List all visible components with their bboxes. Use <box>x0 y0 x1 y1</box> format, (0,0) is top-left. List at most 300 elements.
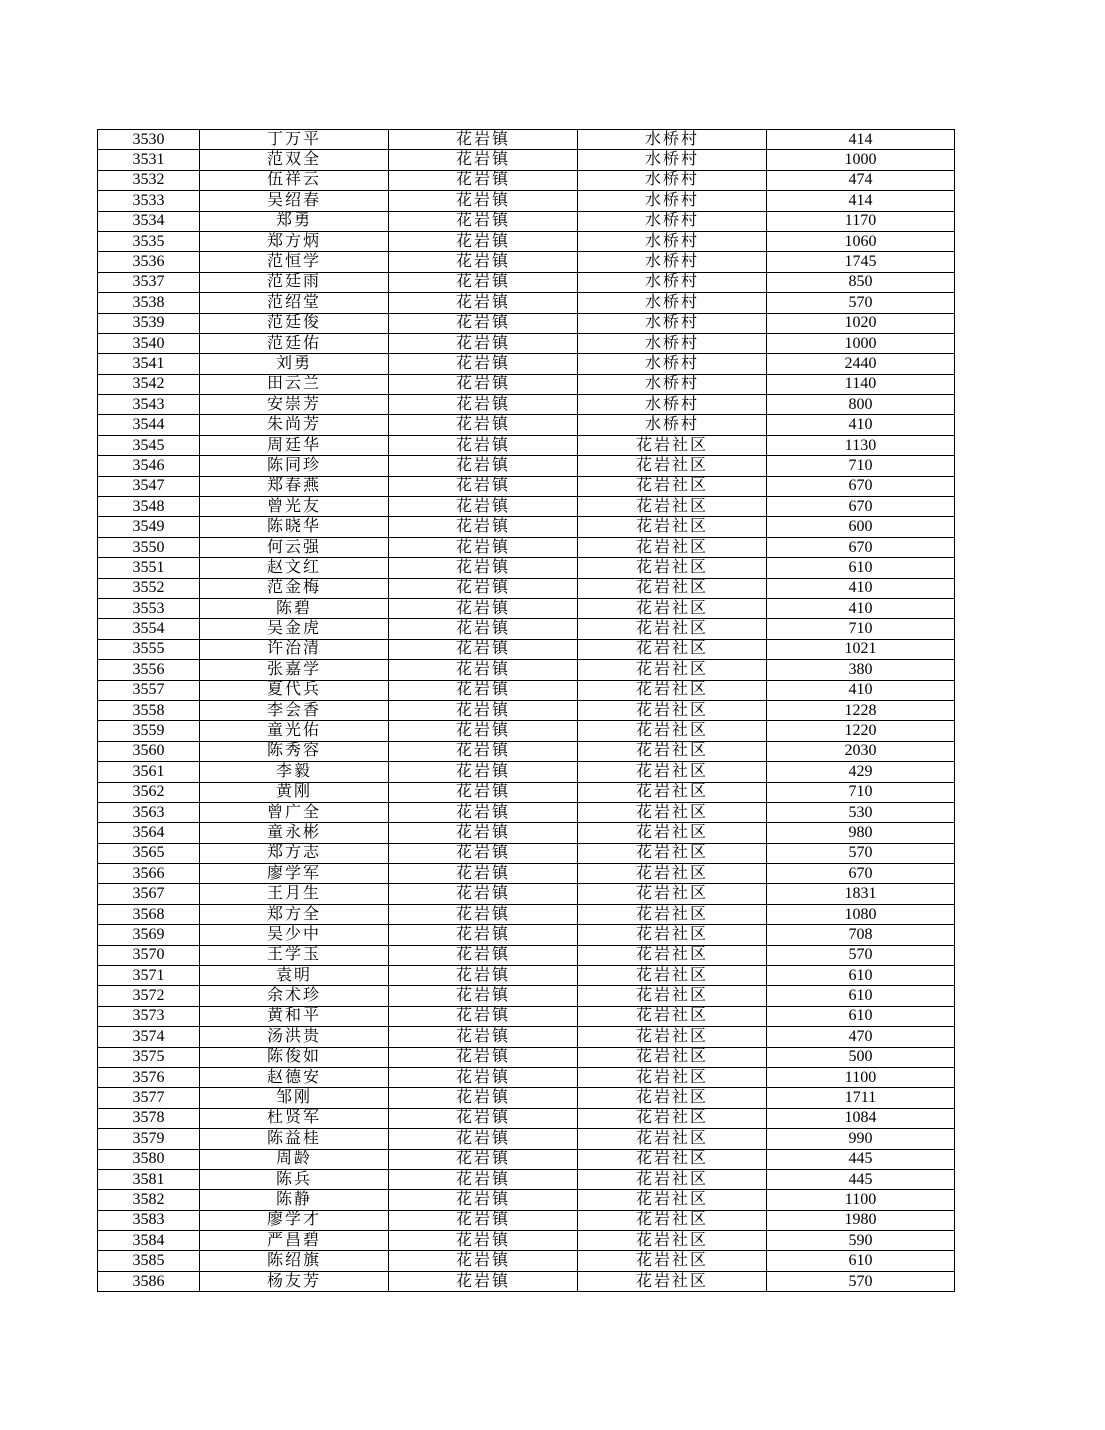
table-row <box>98 945 955 965</box>
cell-person-name: 吴金虎 <box>200 619 389 639</box>
cell-amount: 708 <box>767 925 955 945</box>
cell-serial-number: 3537 <box>98 272 200 292</box>
cell-serial-number: 3562 <box>98 782 200 802</box>
table-row <box>98 537 955 557</box>
cell-serial-number: 3546 <box>98 456 200 476</box>
cell-town: 花岩镇 <box>389 598 578 618</box>
cell-person-name: 王月生 <box>200 884 389 904</box>
cell-amount: 1000 <box>767 333 955 353</box>
cell-amount: 1140 <box>767 374 955 394</box>
table-row <box>98 660 955 680</box>
table-row <box>98 1231 955 1251</box>
table-row <box>98 1006 955 1026</box>
cell-village: 花岩社区 <box>578 1169 767 1189</box>
cell-amount: 414 <box>767 191 955 211</box>
cell-serial-number: 3575 <box>98 1047 200 1067</box>
cell-town: 花岩镇 <box>389 1129 578 1149</box>
table-row <box>98 497 955 517</box>
cell-person-name: 陈同珍 <box>200 456 389 476</box>
cell-serial-number: 3584 <box>98 1231 200 1251</box>
cell-village: 水桥村 <box>578 395 767 415</box>
cell-village: 花岩社区 <box>578 639 767 659</box>
table-row <box>98 130 955 150</box>
cell-town: 花岩镇 <box>389 354 578 374</box>
cell-town: 花岩镇 <box>389 497 578 517</box>
cell-village: 水桥村 <box>578 252 767 272</box>
cell-serial-number: 3581 <box>98 1169 200 1189</box>
cell-person-name: 赵德安 <box>200 1067 389 1087</box>
cell-person-name: 吴少中 <box>200 925 389 945</box>
cell-person-name: 余术珍 <box>200 986 389 1006</box>
cell-serial-number: 3557 <box>98 680 200 700</box>
cell-serial-number: 3565 <box>98 843 200 863</box>
cell-town: 花岩镇 <box>389 476 578 496</box>
cell-person-name: 田云兰 <box>200 374 389 394</box>
table-row <box>98 252 955 272</box>
cell-serial-number: 3550 <box>98 537 200 557</box>
cell-person-name: 陈晓华 <box>200 517 389 537</box>
cell-serial-number: 3556 <box>98 660 200 680</box>
table-row <box>98 1067 955 1087</box>
table-row <box>98 639 955 659</box>
cell-serial-number: 3533 <box>98 191 200 211</box>
cell-town: 花岩镇 <box>389 1088 578 1108</box>
cell-serial-number: 3567 <box>98 884 200 904</box>
table-row <box>98 313 955 333</box>
cell-amount: 1170 <box>767 211 955 231</box>
cell-amount: 980 <box>767 823 955 843</box>
cell-village: 水桥村 <box>578 374 767 394</box>
cell-village: 花岩社区 <box>578 456 767 476</box>
cell-village: 水桥村 <box>578 170 767 190</box>
cell-town: 花岩镇 <box>389 1190 578 1210</box>
cell-village: 花岩社区 <box>578 986 767 1006</box>
cell-town: 花岩镇 <box>389 191 578 211</box>
cell-amount: 1080 <box>767 904 955 924</box>
cell-amount: 1980 <box>767 1210 955 1230</box>
cell-amount: 410 <box>767 578 955 598</box>
cell-village: 花岩社区 <box>578 1251 767 1271</box>
cell-town: 花岩镇 <box>389 925 578 945</box>
cell-serial-number: 3543 <box>98 395 200 415</box>
cell-town: 花岩镇 <box>389 741 578 761</box>
table-body <box>98 130 955 1292</box>
cell-amount: 380 <box>767 660 955 680</box>
cell-serial-number: 3538 <box>98 293 200 313</box>
cell-village: 花岩社区 <box>578 1047 767 1067</box>
cell-person-name: 童永彬 <box>200 823 389 843</box>
table-row <box>98 456 955 476</box>
cell-serial-number: 3566 <box>98 864 200 884</box>
cell-village: 花岩社区 <box>578 558 767 578</box>
cell-amount: 670 <box>767 864 955 884</box>
cell-person-name: 陈俊如 <box>200 1047 389 1067</box>
cell-town: 花岩镇 <box>389 660 578 680</box>
cell-town: 花岩镇 <box>389 1210 578 1230</box>
cell-village: 花岩社区 <box>578 680 767 700</box>
cell-serial-number: 3552 <box>98 578 200 598</box>
cell-town: 花岩镇 <box>389 374 578 394</box>
table-row <box>98 1088 955 1108</box>
cell-village: 花岩社区 <box>578 598 767 618</box>
cell-serial-number: 3577 <box>98 1088 200 1108</box>
cell-amount: 570 <box>767 945 955 965</box>
cell-town: 花岩镇 <box>389 823 578 843</box>
cell-town: 花岩镇 <box>389 170 578 190</box>
cell-village: 花岩社区 <box>578 966 767 986</box>
cell-town: 花岩镇 <box>389 517 578 537</box>
cell-person-name: 刘勇 <box>200 354 389 374</box>
cell-person-name: 郑方志 <box>200 843 389 863</box>
cell-serial-number: 3563 <box>98 802 200 822</box>
cell-amount: 530 <box>767 802 955 822</box>
cell-town: 花岩镇 <box>389 231 578 251</box>
cell-person-name: 张嘉学 <box>200 660 389 680</box>
cell-town: 花岩镇 <box>389 1231 578 1251</box>
cell-town: 花岩镇 <box>389 293 578 313</box>
cell-village: 水桥村 <box>578 415 767 435</box>
cell-town: 花岩镇 <box>389 1169 578 1189</box>
cell-person-name: 郑勇 <box>200 211 389 231</box>
cell-amount: 410 <box>767 598 955 618</box>
table-row <box>98 1129 955 1149</box>
cell-person-name: 郑春燕 <box>200 476 389 496</box>
table-row <box>98 1027 955 1047</box>
cell-serial-number: 3536 <box>98 252 200 272</box>
cell-village: 花岩社区 <box>578 864 767 884</box>
cell-serial-number: 3544 <box>98 415 200 435</box>
cell-person-name: 周廷华 <box>200 435 389 455</box>
cell-serial-number: 3579 <box>98 1129 200 1149</box>
cell-town: 花岩镇 <box>389 619 578 639</box>
cell-village: 花岩社区 <box>578 700 767 720</box>
table-row <box>98 578 955 598</box>
table-row <box>98 415 955 435</box>
table-row <box>98 272 955 292</box>
cell-village: 花岩社区 <box>578 782 767 802</box>
cell-amount: 1000 <box>767 150 955 170</box>
cell-person-name: 王学玉 <box>200 945 389 965</box>
table-row <box>98 700 955 720</box>
cell-serial-number: 3570 <box>98 945 200 965</box>
cell-serial-number: 3559 <box>98 721 200 741</box>
cell-village: 花岩社区 <box>578 578 767 598</box>
cell-amount: 990 <box>767 1129 955 1149</box>
cell-town: 花岩镇 <box>389 1067 578 1087</box>
cell-serial-number: 3582 <box>98 1190 200 1210</box>
cell-person-name: 陈碧 <box>200 598 389 618</box>
cell-amount: 610 <box>767 986 955 1006</box>
cell-person-name: 黄刚 <box>200 782 389 802</box>
cell-village: 水桥村 <box>578 293 767 313</box>
cell-amount: 429 <box>767 762 955 782</box>
cell-person-name: 曾广全 <box>200 802 389 822</box>
cell-person-name: 范廷雨 <box>200 272 389 292</box>
cell-serial-number: 3571 <box>98 966 200 986</box>
cell-serial-number: 3541 <box>98 354 200 374</box>
cell-person-name: 周龄 <box>200 1149 389 1169</box>
cell-serial-number: 3568 <box>98 904 200 924</box>
table-row <box>98 395 955 415</box>
cell-person-name: 范绍堂 <box>200 293 389 313</box>
cell-amount: 850 <box>767 272 955 292</box>
cell-amount: 1100 <box>767 1067 955 1087</box>
table-row <box>98 558 955 578</box>
cell-amount: 1220 <box>767 721 955 741</box>
cell-serial-number: 3531 <box>98 150 200 170</box>
cell-amount: 570 <box>767 843 955 863</box>
cell-amount: 1100 <box>767 1190 955 1210</box>
cell-person-name: 童光佑 <box>200 721 389 741</box>
cell-person-name: 陈益桂 <box>200 1129 389 1149</box>
cell-town: 花岩镇 <box>389 680 578 700</box>
cell-village: 花岩社区 <box>578 1271 767 1291</box>
cell-amount: 710 <box>767 619 955 639</box>
table-row <box>98 191 955 211</box>
cell-town: 花岩镇 <box>389 864 578 884</box>
table-row <box>98 354 955 374</box>
cell-person-name: 杨友芳 <box>200 1271 389 1291</box>
table-row <box>98 231 955 251</box>
cell-town: 花岩镇 <box>389 1149 578 1169</box>
cell-serial-number: 3558 <box>98 700 200 720</box>
cell-person-name: 吴绍春 <box>200 191 389 211</box>
cell-amount: 474 <box>767 170 955 190</box>
table-row <box>98 293 955 313</box>
cell-town: 花岩镇 <box>389 1251 578 1271</box>
cell-person-name: 范恒学 <box>200 252 389 272</box>
cell-town: 花岩镇 <box>389 1271 578 1291</box>
cell-town: 花岩镇 <box>389 1108 578 1128</box>
cell-amount: 710 <box>767 456 955 476</box>
cell-amount: 1711 <box>767 1088 955 1108</box>
cell-person-name: 廖学才 <box>200 1210 389 1230</box>
table-row <box>98 374 955 394</box>
cell-person-name: 汤洪贵 <box>200 1027 389 1047</box>
table-row <box>98 1271 955 1291</box>
table-row <box>98 1190 955 1210</box>
table-row <box>98 802 955 822</box>
cell-village: 水桥村 <box>578 354 767 374</box>
cell-person-name: 陈绍旗 <box>200 1251 389 1271</box>
cell-serial-number: 3569 <box>98 925 200 945</box>
cell-amount: 1745 <box>767 252 955 272</box>
cell-amount: 445 <box>767 1149 955 1169</box>
cell-village: 花岩社区 <box>578 1027 767 1047</box>
cell-serial-number: 3583 <box>98 1210 200 1230</box>
cell-amount: 610 <box>767 966 955 986</box>
cell-amount: 470 <box>767 1027 955 1047</box>
cell-town: 花岩镇 <box>389 762 578 782</box>
cell-amount: 610 <box>767 558 955 578</box>
table-row <box>98 1251 955 1271</box>
cell-amount: 410 <box>767 415 955 435</box>
cell-village: 水桥村 <box>578 211 767 231</box>
cell-serial-number: 3534 <box>98 211 200 231</box>
cell-town: 花岩镇 <box>389 435 578 455</box>
cell-town: 花岩镇 <box>389 802 578 822</box>
cell-person-name: 夏代兵 <box>200 680 389 700</box>
table-row <box>98 966 955 986</box>
cell-serial-number: 3555 <box>98 639 200 659</box>
cell-village: 水桥村 <box>578 150 767 170</box>
cell-serial-number: 3545 <box>98 435 200 455</box>
cell-village: 花岩社区 <box>578 802 767 822</box>
table-row <box>98 925 955 945</box>
cell-town: 花岩镇 <box>389 456 578 476</box>
cell-amount: 670 <box>767 497 955 517</box>
cell-person-name: 陈兵 <box>200 1169 389 1189</box>
cell-amount: 670 <box>767 476 955 496</box>
cell-serial-number: 3561 <box>98 762 200 782</box>
cell-person-name: 伍祥云 <box>200 170 389 190</box>
table-row <box>98 211 955 231</box>
cell-village: 花岩社区 <box>578 762 767 782</box>
cell-serial-number: 3532 <box>98 170 200 190</box>
table-row <box>98 986 955 1006</box>
cell-village: 水桥村 <box>578 191 767 211</box>
table-row <box>98 1047 955 1067</box>
cell-town: 花岩镇 <box>389 904 578 924</box>
cell-village: 水桥村 <box>578 333 767 353</box>
cell-village: 花岩社区 <box>578 660 767 680</box>
cell-serial-number: 3574 <box>98 1027 200 1047</box>
cell-town: 花岩镇 <box>389 782 578 802</box>
cell-town: 花岩镇 <box>389 558 578 578</box>
cell-amount: 590 <box>767 1231 955 1251</box>
cell-town: 花岩镇 <box>389 272 578 292</box>
cell-town: 花岩镇 <box>389 721 578 741</box>
table-row <box>98 762 955 782</box>
table-row <box>98 1149 955 1169</box>
cell-amount: 710 <box>767 782 955 802</box>
cell-village: 花岩社区 <box>578 925 767 945</box>
cell-person-name: 陈静 <box>200 1190 389 1210</box>
cell-village: 花岩社区 <box>578 1067 767 1087</box>
cell-amount: 610 <box>767 1251 955 1271</box>
table-row <box>98 517 955 537</box>
cell-village: 花岩社区 <box>578 1231 767 1251</box>
cell-village: 花岩社区 <box>578 435 767 455</box>
cell-serial-number: 3564 <box>98 823 200 843</box>
cell-village: 花岩社区 <box>578 517 767 537</box>
cell-serial-number: 3573 <box>98 1006 200 1026</box>
cell-village: 花岩社区 <box>578 1190 767 1210</box>
cell-serial-number: 3585 <box>98 1251 200 1271</box>
cell-serial-number: 3542 <box>98 374 200 394</box>
table-row <box>98 884 955 904</box>
cell-serial-number: 3553 <box>98 598 200 618</box>
cell-town: 花岩镇 <box>389 150 578 170</box>
cell-person-name: 李毅 <box>200 762 389 782</box>
cell-town: 花岩镇 <box>389 639 578 659</box>
cell-amount: 445 <box>767 1169 955 1189</box>
table-row <box>98 1108 955 1128</box>
cell-amount: 610 <box>767 1006 955 1026</box>
cell-village: 花岩社区 <box>578 721 767 741</box>
cell-serial-number: 3580 <box>98 1149 200 1169</box>
cell-person-name: 郑方全 <box>200 904 389 924</box>
cell-town: 花岩镇 <box>389 1006 578 1026</box>
cell-person-name: 何云强 <box>200 537 389 557</box>
cell-town: 花岩镇 <box>389 537 578 557</box>
cell-amount: 2030 <box>767 741 955 761</box>
cell-serial-number: 3554 <box>98 619 200 639</box>
cell-serial-number: 3578 <box>98 1108 200 1128</box>
cell-person-name: 严昌碧 <box>200 1231 389 1251</box>
cell-village: 花岩社区 <box>578 1088 767 1108</box>
cell-village: 花岩社区 <box>578 619 767 639</box>
cell-amount: 570 <box>767 293 955 313</box>
table-row <box>98 782 955 802</box>
cell-person-name: 安崇芳 <box>200 395 389 415</box>
cell-town: 花岩镇 <box>389 1047 578 1067</box>
cell-person-name: 廖学军 <box>200 864 389 884</box>
cell-village: 花岩社区 <box>578 497 767 517</box>
cell-person-name: 范廷佑 <box>200 333 389 353</box>
cell-village: 水桥村 <box>578 231 767 251</box>
cell-town: 花岩镇 <box>389 945 578 965</box>
cell-town: 花岩镇 <box>389 415 578 435</box>
cell-amount: 500 <box>767 1047 955 1067</box>
cell-amount: 670 <box>767 537 955 557</box>
cell-village: 花岩社区 <box>578 823 767 843</box>
cell-village: 花岩社区 <box>578 884 767 904</box>
cell-amount: 1060 <box>767 231 955 251</box>
cell-town: 花岩镇 <box>389 1027 578 1047</box>
data-table <box>97 129 955 1292</box>
cell-person-name: 曾光友 <box>200 497 389 517</box>
table-row <box>98 476 955 496</box>
cell-person-name: 李会香 <box>200 700 389 720</box>
cell-town: 花岩镇 <box>389 578 578 598</box>
cell-town: 花岩镇 <box>389 966 578 986</box>
cell-village: 水桥村 <box>578 272 767 292</box>
table-row <box>98 823 955 843</box>
cell-amount: 1084 <box>767 1108 955 1128</box>
cell-village: 花岩社区 <box>578 904 767 924</box>
cell-serial-number: 3548 <box>98 497 200 517</box>
table-row <box>98 1169 955 1189</box>
cell-amount: 1130 <box>767 435 955 455</box>
cell-amount: 1021 <box>767 639 955 659</box>
table-row <box>98 864 955 884</box>
table-row <box>98 680 955 700</box>
cell-amount: 2440 <box>767 354 955 374</box>
cell-serial-number: 3535 <box>98 231 200 251</box>
cell-town: 花岩镇 <box>389 130 578 150</box>
table-row <box>98 904 955 924</box>
cell-serial-number: 3572 <box>98 986 200 1006</box>
cell-serial-number: 3549 <box>98 517 200 537</box>
cell-person-name: 郑方炳 <box>200 231 389 251</box>
table-row <box>98 333 955 353</box>
cell-serial-number: 3540 <box>98 333 200 353</box>
cell-town: 花岩镇 <box>389 843 578 863</box>
cell-amount: 570 <box>767 1271 955 1291</box>
cell-person-name: 范双全 <box>200 150 389 170</box>
cell-village: 花岩社区 <box>578 476 767 496</box>
cell-village: 花岩社区 <box>578 1149 767 1169</box>
cell-amount: 410 <box>767 680 955 700</box>
cell-amount: 600 <box>767 517 955 537</box>
cell-serial-number: 3539 <box>98 313 200 333</box>
cell-person-name: 许治清 <box>200 639 389 659</box>
cell-amount: 800 <box>767 395 955 415</box>
cell-town: 花岩镇 <box>389 252 578 272</box>
table-row <box>98 741 955 761</box>
cell-town: 花岩镇 <box>389 395 578 415</box>
